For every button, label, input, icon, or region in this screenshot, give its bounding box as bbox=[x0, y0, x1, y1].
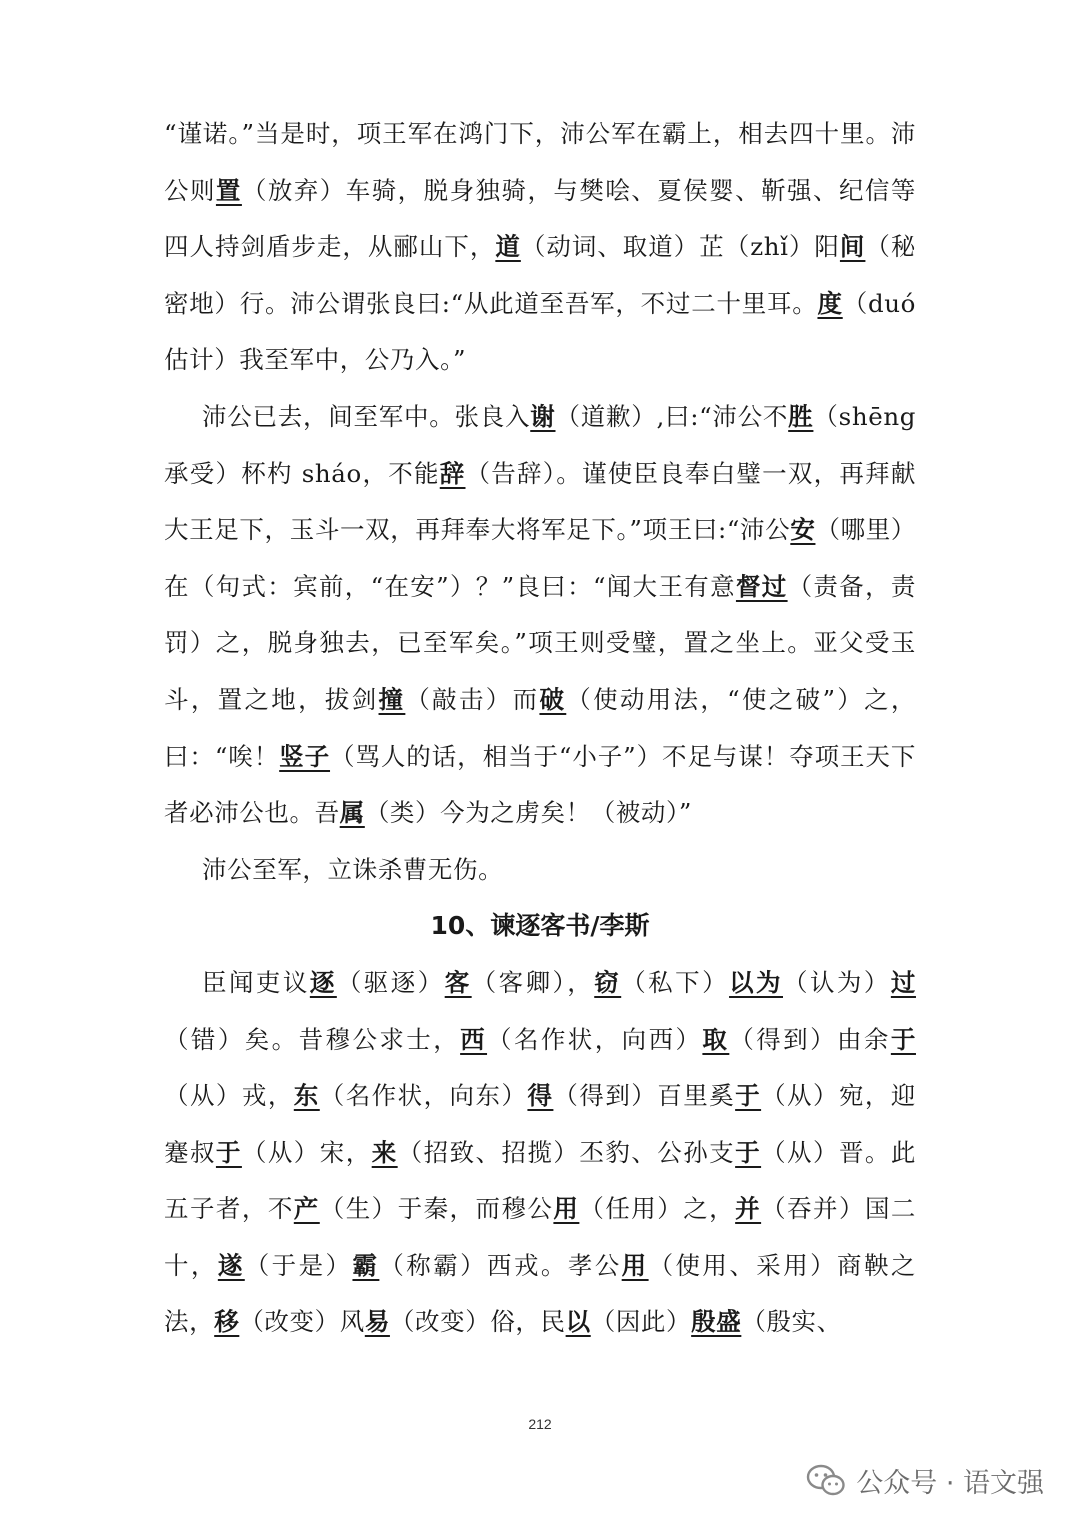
annotated-word: 以 bbox=[565, 1307, 591, 1337]
text-segment: （私下） bbox=[621, 967, 730, 997]
text-segment: （得到）由余 bbox=[729, 1024, 891, 1054]
annotated-word: 逐 bbox=[309, 967, 337, 997]
annotated-word: 并 bbox=[735, 1194, 762, 1224]
text-segment: （动词、取道）芷（zhǐ）阳 bbox=[520, 232, 840, 262]
watermark bbox=[806, 1460, 1044, 1500]
annotated-word: 辞 bbox=[439, 458, 466, 488]
text-segment: “谨诺。”当是时，项王军在鸿门下，沛公军在霸上，相去四十里。沛公则 bbox=[164, 119, 916, 205]
annotated-word: 用 bbox=[553, 1194, 580, 1224]
text-segment: （因此） bbox=[590, 1307, 692, 1337]
text-segment: （错）矣。昔穆公求士， bbox=[164, 1024, 461, 1054]
paragraph bbox=[164, 389, 916, 842]
annotated-word: 产 bbox=[293, 1194, 320, 1224]
text-segment: （使用、采用）商鞅之法， bbox=[164, 1250, 916, 1337]
document-page bbox=[164, 106, 916, 1351]
text-segment: （duó估计）我至军中，公乃入。” bbox=[164, 288, 916, 375]
passage-hongmen bbox=[164, 106, 916, 898]
text-segment: （哪里）在（句式：宾前，“在安”）？”良曰：“闻大王有意 bbox=[164, 515, 916, 601]
annotated-word: 督过 bbox=[735, 571, 788, 601]
text-segment: （于是） bbox=[244, 1250, 353, 1280]
text-segment: （从）宋， bbox=[241, 1137, 372, 1167]
text-segment: （放弃）车骑，脱身独骑，与樊哙、夏侯婴、靳强、纪信等四人持剑盾步走，从郦山下， bbox=[164, 175, 916, 262]
annotated-word: 遂 bbox=[217, 1250, 245, 1280]
annotated-word: 竖子 bbox=[279, 741, 331, 771]
text-segment: （驱逐） bbox=[336, 967, 445, 997]
text-segment: （类）今为之虏矣！（被动）” bbox=[364, 798, 692, 828]
text-segment: （骂人的话，相当于“小子”）不足与谋！夺项王天下者必沛公也。吾 bbox=[164, 741, 917, 828]
annotated-word: 安 bbox=[790, 515, 816, 545]
annotated-word: 谢 bbox=[530, 401, 556, 431]
annotated-word: 移 bbox=[214, 1307, 240, 1337]
annotated-word: 间 bbox=[839, 232, 866, 262]
text-segment: （秘密地）行。沛公谓张良曰:“从此道至吾军，不过二十里耳。 bbox=[164, 232, 917, 318]
text-segment: （从）宛，迎蹇叔 bbox=[164, 1081, 916, 1167]
text-segment: （名作状，向东） bbox=[319, 1081, 528, 1111]
annotated-word: 易 bbox=[364, 1307, 390, 1337]
annotated-word: 于 bbox=[735, 1081, 762, 1111]
annotated-word: 东 bbox=[293, 1081, 320, 1111]
paragraph bbox=[164, 842, 916, 899]
text-segment: （从）戎， bbox=[164, 1081, 294, 1111]
annotated-word: 于 bbox=[735, 1137, 762, 1167]
text-segment: （名作状，向西） bbox=[487, 1024, 703, 1054]
text-segment: （吞并）国二十， bbox=[164, 1194, 917, 1280]
page-number: 212 bbox=[528, 1416, 552, 1432]
annotated-word: 窃 bbox=[594, 967, 622, 997]
text-segment: （生）于秦，而穆公 bbox=[319, 1194, 554, 1224]
text-segment: （称霸）西戎。孝公 bbox=[379, 1250, 622, 1280]
annotated-word: 破 bbox=[539, 684, 567, 714]
text-segment: （客卿）， bbox=[471, 967, 595, 997]
text-segment: （招致、招揽）丕豹、公孙支 bbox=[397, 1137, 736, 1167]
annotated-word: 来 bbox=[371, 1137, 398, 1167]
annotated-word: 霸 bbox=[352, 1250, 380, 1280]
text-segment: 臣闻吏议 bbox=[202, 967, 310, 997]
text-segment: （得到）百里奚 bbox=[553, 1081, 736, 1111]
text-segment: 沛公已去，间至军中。张良入 bbox=[202, 401, 531, 431]
annotated-word: 客 bbox=[444, 967, 472, 997]
text-segment: 沛公至军，立诛杀曹无伤。 bbox=[202, 854, 504, 884]
paragraph bbox=[164, 106, 916, 389]
text-segment: （任用）之， bbox=[579, 1194, 736, 1224]
text-segment: （责备，责罚）之，脱身独去，已至军矣。”项王则受璧，置之坐上。亚父受玉斗，置之地，拔剑 bbox=[164, 571, 916, 714]
annotated-word: 用 bbox=[621, 1250, 649, 1280]
annotated-word: 于 bbox=[890, 1024, 916, 1054]
annotated-word: 取 bbox=[702, 1024, 730, 1054]
section-heading: 10、谏逐客书/李斯 bbox=[430, 911, 650, 941]
text-segment: （告辞）。谨使臣良奉白璧一双，再拜献大王足下，玉斗一双，再拜奉大将军足下。”项王曰:“沛公 bbox=[164, 458, 916, 545]
annotated-word: 撞 bbox=[378, 684, 406, 714]
watermark-text: 公众号 · 语文强 bbox=[856, 1467, 1044, 1499]
text-segment: （改变）风 bbox=[239, 1307, 365, 1337]
wechat-icon bbox=[806, 1463, 846, 1497]
text-segment: （从）晋。此五子者，不 bbox=[164, 1137, 916, 1224]
annotated-word: 殷盛 bbox=[691, 1307, 742, 1337]
annotated-word: 过 bbox=[890, 967, 916, 997]
annotated-word: 西 bbox=[460, 1024, 488, 1054]
text-segment: （道歉）,曰:“沛公不 bbox=[555, 401, 789, 431]
text-segment: （认为） bbox=[783, 967, 891, 997]
annotated-word: 道 bbox=[495, 232, 521, 262]
text-segment: （殷实、 bbox=[741, 1307, 842, 1337]
annotated-word: 置 bbox=[215, 175, 242, 205]
annotated-word: 于 bbox=[215, 1137, 242, 1167]
text-segment: （使动用法，“使之破”）之，曰：“唉！ bbox=[164, 684, 917, 771]
passage-jianzhuke bbox=[164, 955, 916, 1351]
annotated-word: 度 bbox=[817, 288, 843, 318]
annotated-word: 得 bbox=[527, 1081, 554, 1111]
text-segment: （敲击）而 bbox=[405, 684, 540, 714]
annotated-word: 以为 bbox=[729, 967, 783, 997]
text-segment: （shēng承受）杯杓 sháo，不能 bbox=[164, 401, 916, 488]
annotated-word: 属 bbox=[339, 798, 365, 828]
paragraph bbox=[164, 955, 916, 1351]
text-segment: （改变）俗，民 bbox=[389, 1307, 566, 1337]
annotated-word: 胜 bbox=[788, 401, 814, 431]
